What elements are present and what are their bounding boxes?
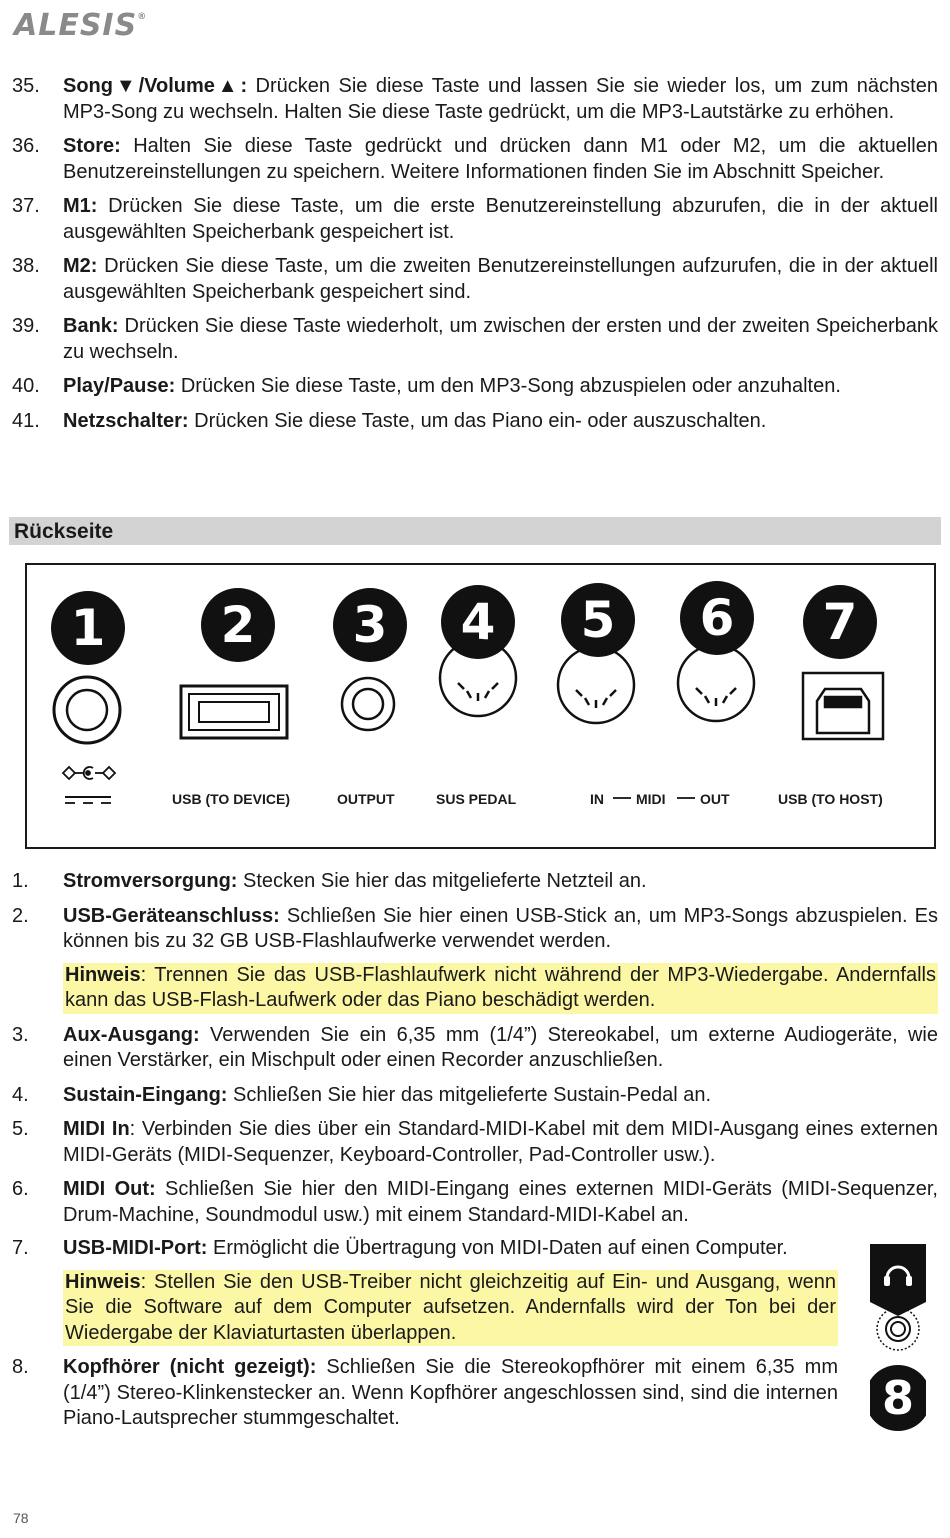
label-usb-device: USB (TO DEVICE) [172, 791, 290, 807]
badge-7: 7 [803, 585, 877, 659]
badge-8: 8 [881, 1371, 914, 1425]
list-item-3: 3. Aux-Ausgang: Verwenden Sie ein 6,35 mm (1/4”) Stereokabel, um externe Audiogeräte, wie einen Verstärker, ein Mischpult oder einen Recorder anzuschließen. [12, 1023, 938, 1071]
badge-4: 4 [441, 585, 515, 659]
list-item-36: 36. Store: Halten Sie diese Taste gedrückt und drücken dann M1 oder M2, um die aktuellen Benutzereinstellungen zu speichern. Weitere Informationen finden Sie im Abschnitt Speicher. [12, 135, 938, 183]
list-item-8: 8. Kopfhörer (nicht gezeigt): Schließen Sie die Stereokopfhörer mit einem 6,35 mm (1/4”) Stereo-Klinkenstecker an. Wenn Kopfhörer angeschlossen sind, sind die internen Piano-Lautsprecher stummgeschaltet. [12, 1356, 838, 1429]
sus-pedal-jack-icon [440, 640, 516, 716]
polarity-symbol-icon [63, 767, 115, 803]
label-output: OUTPUT [337, 791, 395, 807]
label-usb-host: USB (TO HOST) [778, 791, 883, 807]
headphones-icon [870, 1244, 926, 1316]
list-item-39: 39. Bank: Drücken Sie diese Taste wiederholt, um zwischen der ersten und der zweiten Speicherbank zu wechseln. [12, 315, 938, 363]
list-item-35: 35. Song▼/Volume▲: Drücken Sie diese Taste und lassen Sie sie wieder los, um zum nächsten MP3-Song zu wechseln. Halten Sie diese Taste gedrückt, um die MP3-Lautstärke zu erhöhen. [12, 75, 938, 123]
list-item-2: 2. USB-Geräteanschluss: Schließen Sie hier einen USB-Stick an, um MP3-Songs abzuspielen. Es können bis zu 32 GB USB-Flashlaufwerke verwendet werden. [12, 904, 938, 952]
headphone-jack-illustration [870, 1244, 926, 1434]
list-item-7: 7. USB-MIDI-Port: Ermöglicht die Übertragung von MIDI-Daten auf einen Computer. [12, 1237, 788, 1259]
power-jack-icon [54, 677, 120, 743]
list-item-40: 40. Play/Pause: Drücken Sie diese Taste, um den MP3-Song abzuspielen oder anzuhalten. [12, 375, 841, 397]
midi-in-port-icon [558, 647, 634, 723]
usb-a-port-icon [181, 686, 287, 738]
list-item-1: 1. Stromversorgung: Stecken Sie hier das mitgelieferte Netzteil an. [12, 870, 647, 892]
note-usb-driver: Hinweis: Stellen Sie den USB-Treiber nicht gleichzeitig auf Ein- und Ausgang, wenn Sie die Software auf dem Computer aufsetzen. Andernfalls wird der Ton bei der Wiedergabe der Klaviaturtasten überlappen. [63, 1270, 838, 1347]
list-item-41: 41. Netzschalter: Drücken Sie diese Taste, um das Piano ein- oder auszuschalten. [12, 409, 767, 432]
bottom-list [12, 869, 938, 1228]
badge-3: 3 [333, 588, 407, 662]
list-item-38: 38. M2: Drücken Sie diese Taste, um die zweiten Benutzereinstellungen aufzurufen, die in der aktuell ausgewählten Speicherbank gespeichert sind. [12, 255, 938, 303]
label-midi-out: OUT [700, 791, 730, 807]
section-title: Rückseite [9, 517, 941, 545]
label-midi-in: IN [590, 791, 604, 807]
rear-panel-diagram [25, 563, 936, 849]
brand-logo: ALESIS® [14, 8, 148, 43]
midi-out-port-icon [678, 645, 754, 721]
bottom-list-narrow [12, 1236, 838, 1432]
label-sus-pedal: SUS PEDAL [436, 791, 517, 807]
badge-2: 2 [201, 588, 275, 662]
label-midi: MIDI [636, 791, 666, 807]
output-jack-icon [342, 678, 394, 730]
list-item-4: 4. Sustain-Eingang: Schließen Sie hier das mitgelieferte Sustain-Pedal an. [12, 1083, 712, 1106]
list-item-6: 6. MIDI Out: Schließen Sie hier den MIDI-Eingang eines externen MIDI-Geräts (MIDI-Sequenzer, Drum-Machine, Soundmodul usw.) mit einem Standard-MIDI-Kabel an. [12, 1178, 938, 1226]
badge-6: 6 [680, 581, 754, 655]
badge-5: 5 [561, 583, 635, 657]
list-item-37: 37. M1: Drücken Sie diese Taste, um die erste Benutzereinstellung abzurufen, die in der aktuell ausgewählten Speicherbank gespeichert ist. [12, 195, 938, 243]
page-number: 78 [13, 1510, 29, 1526]
top-list [12, 74, 938, 434]
note-usb-flash: Hinweis: Trennen Sie das USB-Flashlaufwerk nicht während der MP3-Wiedergabe. Andernfalls kann das USB-Flash-Laufwerk oder das Piano beschädigt werden. [63, 963, 938, 1014]
badge-1: 1 [51, 591, 125, 665]
list-item-5: 5. MIDI In: Verbinden Sie dies über ein Standard-MIDI-Kabel mit dem MIDI-Ausgang eines externen MIDI-Geräts (MIDI-Sequenzer, Keyboard-Controller, Pad-Controller usw.). [12, 1118, 938, 1166]
usb-b-port-icon [803, 673, 883, 739]
